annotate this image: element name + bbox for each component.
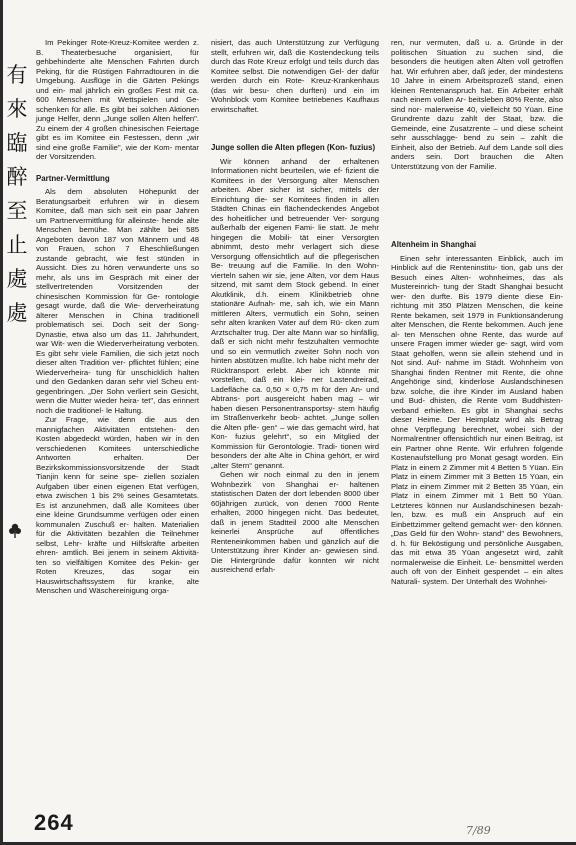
- text-column-right: [391, 38, 563, 586]
- paragraph: Im Pekinger Rote-Kreuz-Komitee werden z. B. Theaterbesuche organisiert, für gehbehinderte alte Menschen Fahrten durch Peking, für die Rüstigen Fahrradtouren in die Umgebung. Ausflüge in die Gärten Pekings und ein- mal jährlich ein großes Fest mit ca. 600 Menschen mit Wettspielen und Ge- schenken für alle. Es gibt bei solchen Aktionen junge Helfer, denn „Junge sollen Alten helfen". Zu einem der 4 großen chinesischen Feiertage gibt es im Komitee ein Festessen, denn „wir sind eine große Familie", wie der Kom- mentar der Vorsitzenden.: [36, 38, 199, 161]
- hanzi-char: 醉: [6, 165, 28, 189]
- hanzi-char: 臨: [6, 131, 28, 155]
- hanzi-char: 至: [6, 199, 28, 223]
- hanzi-char: 止: [6, 233, 28, 257]
- text-column-left: [36, 38, 199, 596]
- page-number: 264: [34, 810, 74, 835]
- ink-flower-icon: [7, 522, 23, 538]
- hanzi-char: 來: [6, 97, 28, 121]
- paragraph: nisiert, das auch Unterstützung zur Verfügung stellt, erfuhren wir, daß die Kostendeckung teils durch das Rote Kreuz erfolgt und teils durch das Komitee selbst. Die notwendigen Gel- der dafür werden durch ein Rote- Kreuz-Krankenhaus (das wir besu- chen durften) und ein im Wohnblock vom Komitee betriebenes Kaufhaus erwirtschaftet.: [211, 38, 379, 114]
- handwritten-note: 7/89: [466, 824, 491, 837]
- section-heading: Altenheim in Shanghai: [391, 240, 477, 249]
- spacer: [36, 162, 199, 174]
- paragraph: Als dem absoluten Höhepunkt der Beratungsarbeit erfuhren wir in diesem Komitee, daß man sich seit ein paar Jahren um Partnervermittlung für alleinste- hende alte Menschen bemühe. Man zählte bei 585 Angeboten davon 187 von Männern und 48 von Frauen, schon 7 Eheschließungen zustande gebracht, wie fest stünden in Aussicht. Dies zu hören verwunderte uns so mehr, als uns im Gespräch mit einer der stellvertretenden Vorsitzenden der chinesischen Kommission für Ge- rontologie gesagt wurde, daß die Wie- derverheiratung älterer Menschen in China traditionell problematisch sei. Doch seit der Song-Dynastie, etwa also um das 11. Jahrhundert, war Wit- wen die Wiederverheiratung verboten. Es gibt sehr viele Familien, die sich jetzt noch dieser alten Tradition ver- pflichtet fühlen; eine Wiederverheira- tung für unschicklich halten und den Gedanken daran sehr viel Scheu ent- gegenbringen. „Der Sohn verliert sein Gesicht, wenn die Mutter wieder heira- tet", das erinnert noch die traditionel- le Haltung.: [36, 187, 199, 415]
- vertical-chinese-calligraphy: [4, 58, 30, 330]
- hanzi-char: 處: [6, 267, 28, 291]
- hanzi-char: 處: [6, 301, 28, 325]
- paragraph: Zur Frage, wie denn die aus den mannigfachen Aktivitäten entstehen- den Kosten abgedeckt würden, haben wir in den verschiedenen Komitees unterschiedliche Antworten erhalten. Der Bezirkskommissionsvorsitzende der Stadt Tianjin kenn für seine spe- ziellen sozialen Aufgaben über einen eigenen Etat verfügen, etwa zwischen 1 bis 2% seines Gesamtetats. Es ist anzunehmen, daß alle Komitees über eine kleine Grundsumme verfügen oder einen kommunalen Zuschuß er- halten. Materialien für die Aktivitäten bezahlen die Teilnehmer selbst, Lehr- kräfte und Hilfskräfte arbeiten ehren- amtlich. Bei jenem in seinem Aktivitä- ten so vielfältigen Komitee des Pekin- ger Roten Kreuzes, das sogar ein Hauswirtschaftssystem für kranke, alte Menschen und Wäschereinigung orga-: [36, 415, 199, 595]
- section-heading: Junge sollen die Alten pflegen (Kon- fuzius): [211, 143, 376, 152]
- spacer: [211, 114, 379, 143]
- paragraph: ren, nur vermuten, daß u. a. Gründe in der politischen Situation zu suchen sind, die besonders die heutigen alten Alten voll getroffen hat. Wir erfuhren aber, daß jeder, der mindestens 10 Jahre in einem Arbeitsprozeß stand, einen kleinen Rentenanspruch hat. Ein Arbeiter erhält nach einem vollen Ar- beitsleben 80% Rente, also sind nor- malerweise 40, vielleicht 50 Yüan. Eine Grundrente dazu zahlt der Staat, bzw. die Gemeinde, eine Zusatzrente – und diese scheint sehr ausschlagge- bend zu sein – zahlt die Einheit, also der Betrieb. Auf dem Lande soll dies anders sein. Dort brauchen die Alten Unterstützung von der Familie.: [391, 38, 563, 171]
- text-column-middle: [211, 38, 379, 575]
- hanzi-char: 有: [6, 63, 28, 87]
- section-heading: Partner-Vermittlung: [36, 173, 110, 183]
- paragraph: Einen sehr interessanten Einblick, auch im Hinblick auf die Renteninstitu- tion, gab uns der Besuch eines Alten- wohnheimes, das als Mustereinrich- tung der Stadt Shanghai besucht wer- den durfte. Bis 1979 diente diese Ein- richtung mit 350 Plätzen Menschen, die keine Rente bekamen, seit 1979 in Funktionsänderung alter Menschen, die Rente bekommen. Auch jene al- ten Menschen ohne Rente, das wurde auf unsere Fragen immer wieder ge- sagt, wird vom Staat geholfen, wenn sie allein stehend und in Not sind. Auf- nahme im Städt. Wohnheim von Shanghai finden Rentner mit Rente, die ohne Angehörige sind, kinderlose Auslandschinesen bzw. solche, die ihre Kinder im Ausland haben und Bud- dhisten, die Rente vom Buddhisten- verband erhielten. Es gibt in Shanghai sechs dieser Heime. Der Heimplatz wird als Betrag ohne Verpflegung berechnet, wobei sich der Normalrentner offensichtlich nur einen Beitrag, ist ein Partner ohne Rente. Wir erfuhren folgende Kostenaufstellung pro Monat gesagt worden. Ein Platz in einem 2 Zimmer mit 4 Betten 5 Yüan. Ein Platz in einem Zimmer mit 3 Betten 15 Yüan, ein Platz in einem Zimmer mit 2 Betten 35 Yüan, ein Platz in einem Zimmer mit 1 Bett 50 Yüan. Letzteres können nur Auslandschinesen bezah- len, bzw. es muß ein Anspruch auf ein Einbettzimmer geltend gemacht wer- den können. „Das Geld für den Wohn- stand" des Bewohners, d. h. für Beköstigung und persönliche Ausgaben, das mit etwa 35 Yüan angesetzt wird, zahlt normalerweise die Einheit. Le- bensmittel werden auch oft von der Einheit gespendet – ein altes Naturali- system. Der Unterhalt des Wohnhei-: [391, 253, 563, 586]
- spacer: [391, 171, 563, 240]
- paragraph: Gehen wir noch einmal zu den in jenem Wohnbezirk von Shanghai er- haltenen statistischen Daten der dort lebenden 8000 über 60jährigen zurück, von denen 7000 Rente erhalten, 2000 hingegen nicht. Das bedeutet, daß in jenem Stadtteil 2000 alte Menschen keinerlei Ansprüche auf öffentliches Renteneinkommen haben und gänzlich auf die Unterstützung ihrer Kinder an- gewiesen sind. Die Hintergründe dafür konnten wir nicht ausreichend erfah-: [211, 470, 379, 574]
- paragraph: Wir können anhand der erhaltenen Informationen nicht beurteilen, wie ef- fizient die Komitees in der Versorgung alter Menschen arbeiten. Aber sicher ist sicher, mittels der Einrichtung die- ser Komitees finden in allen Städten Chinas ein flächendeckendes Angebot des hoheitlicher und betreuender Ver- sorgung außerhalb der eigenen Fami- lie statt. Je mehr hingegen die Mobili- tät einer Versorgten abnimmt, desto mehr verlagert sich diese Versorgung offensichtlich auf die pflegerischen Be- treuung auf die Familie. In den Wohn- vierteln sahen wir sie, jene Alten, vor dem Haus sitzend, mit samt dem Stock gebend. In einer Akutklinik, d.h. einem Klinikbetrieb ohne stationäre Aufnah- me, sah ich, wie ein Mann mittleren Alters, vermutlich ein Sohn, seinen sehr alten kranken Vater auf dem Rü- cken zum Arztschalter trug. Der alte Mann war so hinfällig, daß er sich nicht mehr festzuhalten vermochte und so ein vermutlich zweiter Sohn noch von hinten abstützen mußte. Ich habe nicht mehr der Rücktransport erlebt. Aber ich könnte mir vorstellen, daß ein klei- ner Lastendreirad, Ladefläche ca. 0,50 × 0,75 m für den An- und Abtrans- port ausgereicht haben mag – wir haben diesen Personentransportsy- stem häufig im Straßenverkehr beob- achtet. „Junge sollen die Alten pfle- gen“ – wie das gemacht wird, hat Kon- fuzius gelehrt“, so ein Mitglied der Kommission für Gerontologie. Tradi- tionen wird besonders der alte Alte in China gehört, er wird „alter Stern“ genannt.: [211, 156, 379, 470]
